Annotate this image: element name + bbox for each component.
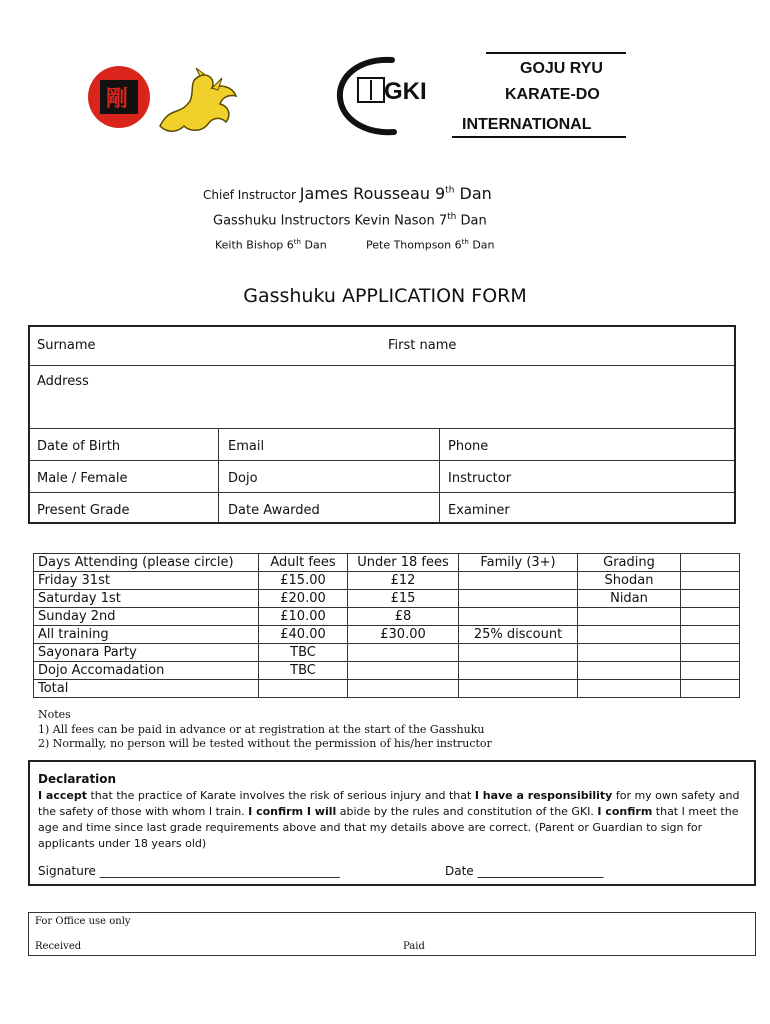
gass-suffix: Dan [456,213,487,229]
row-grading [578,608,681,626]
divider [30,365,734,366]
gasshuku-instructors-line [213,212,487,228]
row-adult: £15.00 [259,572,348,590]
club-logo [88,66,150,128]
declaration-text [38,788,750,852]
row-under18: £8 [348,608,459,626]
org-name-line3: INTERNATIONAL [462,116,592,133]
row-day: Dojo Accomadation [34,662,259,680]
header-rule-bottom [452,136,626,138]
application-form [28,325,736,524]
gki-logo-text: GKI [384,78,427,105]
row-grading [578,626,681,644]
date-field[interactable]: Date _____________________ [445,864,604,878]
decl-confirm: I confirm [597,805,653,818]
row-adult: £40.00 [259,626,348,644]
row-extra [681,662,740,680]
row-family [459,680,578,698]
org-name-line1: GOJU RYU [520,60,603,77]
row-day: Sunday 2nd [34,608,259,626]
org-name-line2: KARATE-DO [505,86,600,103]
row-under18: £30.00 [348,626,459,644]
header-rule-top [486,52,626,54]
table-row-total[interactable] [34,680,740,698]
table-row[interactable] [34,644,740,662]
table-row[interactable] [34,590,740,608]
decl-accept: I accept [38,789,87,802]
col-extra [681,554,740,572]
chief-sup: th [445,185,455,196]
row-adult: TBC [259,662,348,680]
row-family [459,644,578,662]
row-under18 [348,662,459,680]
examiner-field[interactable]: Examiner [448,503,510,518]
col-grading: Grading [578,554,681,572]
divider [218,428,219,522]
row-adult: TBC [259,644,348,662]
note-1: 1) All fees can be paid in advance or at registration at the start of the Gasshuku [38,723,485,736]
signature-field[interactable]: Signature ________________________________________ [38,864,340,878]
row-day: Friday 31st [34,572,259,590]
dojo-field[interactable]: Dojo [228,471,258,486]
row-grading [578,644,681,662]
keith-sup: th [293,238,301,246]
present-grade-field[interactable]: Present Grade [37,503,130,518]
date-awarded-field[interactable]: Date Awarded [228,503,320,518]
row-extra [681,644,740,662]
declaration-heading: Declaration [38,772,117,786]
row-under18 [348,680,459,698]
row-grading: Shodan [578,572,681,590]
fees-header-row [34,554,740,572]
first-name-field[interactable]: First name [388,338,457,353]
pete-sup: th [461,238,469,246]
decl-part8: that I meet the age and time since last grade requirements above and that my details above are correct. (Parent or Guardian to sign for applicants under 18 years old) [38,805,739,850]
col-days: Days Attending (please circle) [34,554,259,572]
row-grading [578,662,681,680]
table-row[interactable] [34,626,740,644]
col-under18: Under 18 fees [348,554,459,572]
col-adult: Adult fees [259,554,348,572]
row-family: 25% discount [459,626,578,644]
row-extra [681,626,740,644]
row-extra [681,680,740,698]
table-row[interactable] [34,608,740,626]
gender-field[interactable]: Male / Female [37,471,128,486]
office-use-box [28,912,756,956]
decl-confirm-will: I confirm I will [248,805,337,818]
form-title: Gasshuku APPLICATION FORM [243,285,527,307]
dob-field[interactable]: Date of Birth [37,439,121,454]
row-family [459,572,578,590]
notes-heading: Notes [38,708,71,721]
decl-part2: that the practice of Karate involves the risk of serious injury and that [86,789,475,802]
decl-part6: abide by the rules and constitution of the GKI. [336,805,598,818]
email-field[interactable]: Email [228,439,265,454]
surname-field[interactable]: Surname [37,338,96,353]
divider [30,460,734,461]
office-use-title: For Office use only [35,916,131,927]
instructor-pete [366,238,495,252]
divider [30,428,734,429]
received-field[interactable]: Received [35,941,82,952]
keith-text: Keith Bishop 6 [215,238,294,252]
address-field[interactable]: Address [37,374,89,389]
divider [439,428,440,522]
note-2: 2) Normally, no person will be tested without the permission of his/her instructor [38,737,492,750]
fees-table [33,553,740,698]
chief-instructor-line [203,184,492,203]
gasshuku-instructors-text: Gasshuku Instructors Kevin Nason 7 [213,213,448,229]
row-adult: £20.00 [259,590,348,608]
chief-suffix: Dan [454,184,492,203]
row-under18: £15 [348,590,459,608]
col-family: Family (3+) [459,554,578,572]
row-adult [259,680,348,698]
keith-suffix: Dan [300,238,327,252]
row-extra [681,608,740,626]
chief-instructor-name: James Rousseau 9 [299,184,446,203]
row-day: All training [34,626,259,644]
divider [30,492,734,493]
instructor-keith [215,238,327,252]
pete-text: Pete Thompson 6 [366,238,462,252]
row-under18 [348,644,459,662]
table-row[interactable] [34,572,740,590]
dragon-icon [150,66,240,136]
instructor-field[interactable]: Instructor [448,471,512,486]
chief-instructor-label: Chief Instructor [203,188,296,202]
row-day: Saturday 1st [34,590,259,608]
row-under18: £12 [348,572,459,590]
row-adult: £10.00 [259,608,348,626]
club-logo-kanji: 剛 [100,80,138,114]
row-day: Sayonara Party [34,644,259,662]
decl-part4: for my own safety and the safety of those with whom I train. [38,789,740,818]
row-family [459,662,578,680]
pete-suffix: Dan [468,238,495,252]
row-extra [681,590,740,608]
row-extra [681,572,740,590]
row-family [459,608,578,626]
row-day: Total [34,680,259,698]
row-grading [578,680,681,698]
table-row[interactable] [34,662,740,680]
paid-field[interactable]: Paid [403,941,425,952]
phone-field[interactable]: Phone [448,439,489,454]
gass-sup: th [447,212,457,222]
row-grading: Nidan [578,590,681,608]
decl-responsibility: I have a responsibility [474,789,613,802]
row-family [459,590,578,608]
declaration-box [28,760,756,886]
